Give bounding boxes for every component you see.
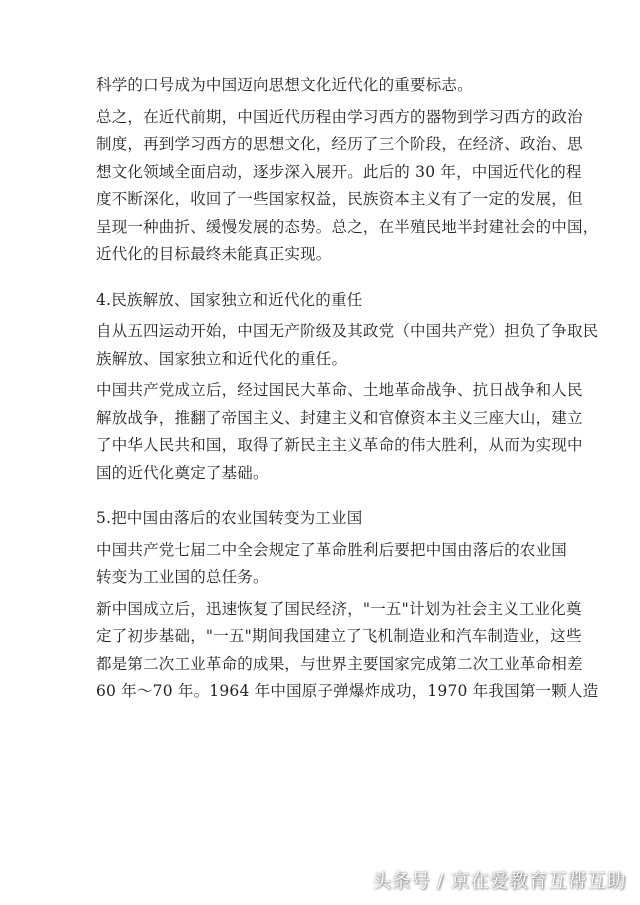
text-line: 想文化领域全面启动，逐步深入展开。此后的 30 年，中国近代化的程	[96, 162, 582, 181]
paragraph-2	[96, 104, 599, 269]
text-line: 解放战争，推翻了帝国主义、封建主义和官僚资本主义三座大山，建立	[96, 408, 583, 427]
heading-text: 5.把中国由落后的农业国转变为工业国	[96, 509, 363, 527]
text-line: 制度，再到学习西方的思想文化，经历了三个阶段，在经济、政治、思	[96, 135, 583, 153]
text-line: 了中华人民共和国，取得了新民主主义革命的伟大胜利，从而为实现中	[96, 436, 583, 454]
text-line: 呈现一种曲折、缓慢发展的态势。总之，在半殖民地半封建社会的中国，	[96, 217, 599, 236]
heading-text: 4.民族解放、国家独立和近代化的重任	[96, 290, 363, 309]
text-line: 度不断深化，收回了一些国家权益，民族资本主义有了一定的发展，但	[96, 190, 583, 208]
text-line: 国的近代化奠定了基础。	[96, 463, 269, 482]
section-heading-4	[96, 287, 556, 315]
section-heading-5	[96, 505, 556, 533]
text-line: 中国共产党七届二中全会规定了革命胜利后要把中国由落后的农业国	[96, 540, 568, 559]
text-line: 转变为工业国的总任务。	[96, 568, 269, 586]
text-line: 中国共产党成立后，经过国民大革命、土地革命战争、抗日战争和人民	[96, 381, 583, 399]
paragraph-4	[96, 377, 583, 487]
text-line: 族解放、国家独立和近代化的重任。	[96, 349, 348, 368]
text-line: 60 年～70 年。1964 年中国原子弹爆炸成功，1970 年我国第一颗人造	[96, 682, 599, 700]
text-line: 都是第二次工业革命的成果，与世界主要国家完成第二次工业革命相差	[96, 654, 583, 673]
text-line: 近代化的目标最终未能真正实现。	[96, 245, 332, 263]
text-line: 定了初步基础，"一五"期间我国建立了飞机制造业和汽车制造业，这些	[96, 627, 582, 645]
document-body	[96, 72, 599, 706]
text-line: 新中国成立后，迅速恢复了国民经济，"一五"计划为社会主义工业化奠	[96, 599, 582, 618]
paragraph-5	[96, 537, 568, 592]
text-line: 自从五四运动开始，中国无产阶级及其政党（中国共产党）担负了争取民	[96, 322, 599, 340]
paragraph-3	[96, 318, 599, 373]
paragraph-6	[96, 596, 599, 706]
paragraph-1	[96, 72, 556, 100]
text-line: 总之，在近代前期，中国近代历程由学习西方的器物到学习西方的政治	[96, 107, 583, 126]
watermark: 头条号 / 京在爱教育互帮互助	[372, 870, 626, 892]
text-line: 科学的口号成为中国迈向思想文化近代化的重要标志。	[96, 76, 473, 94]
